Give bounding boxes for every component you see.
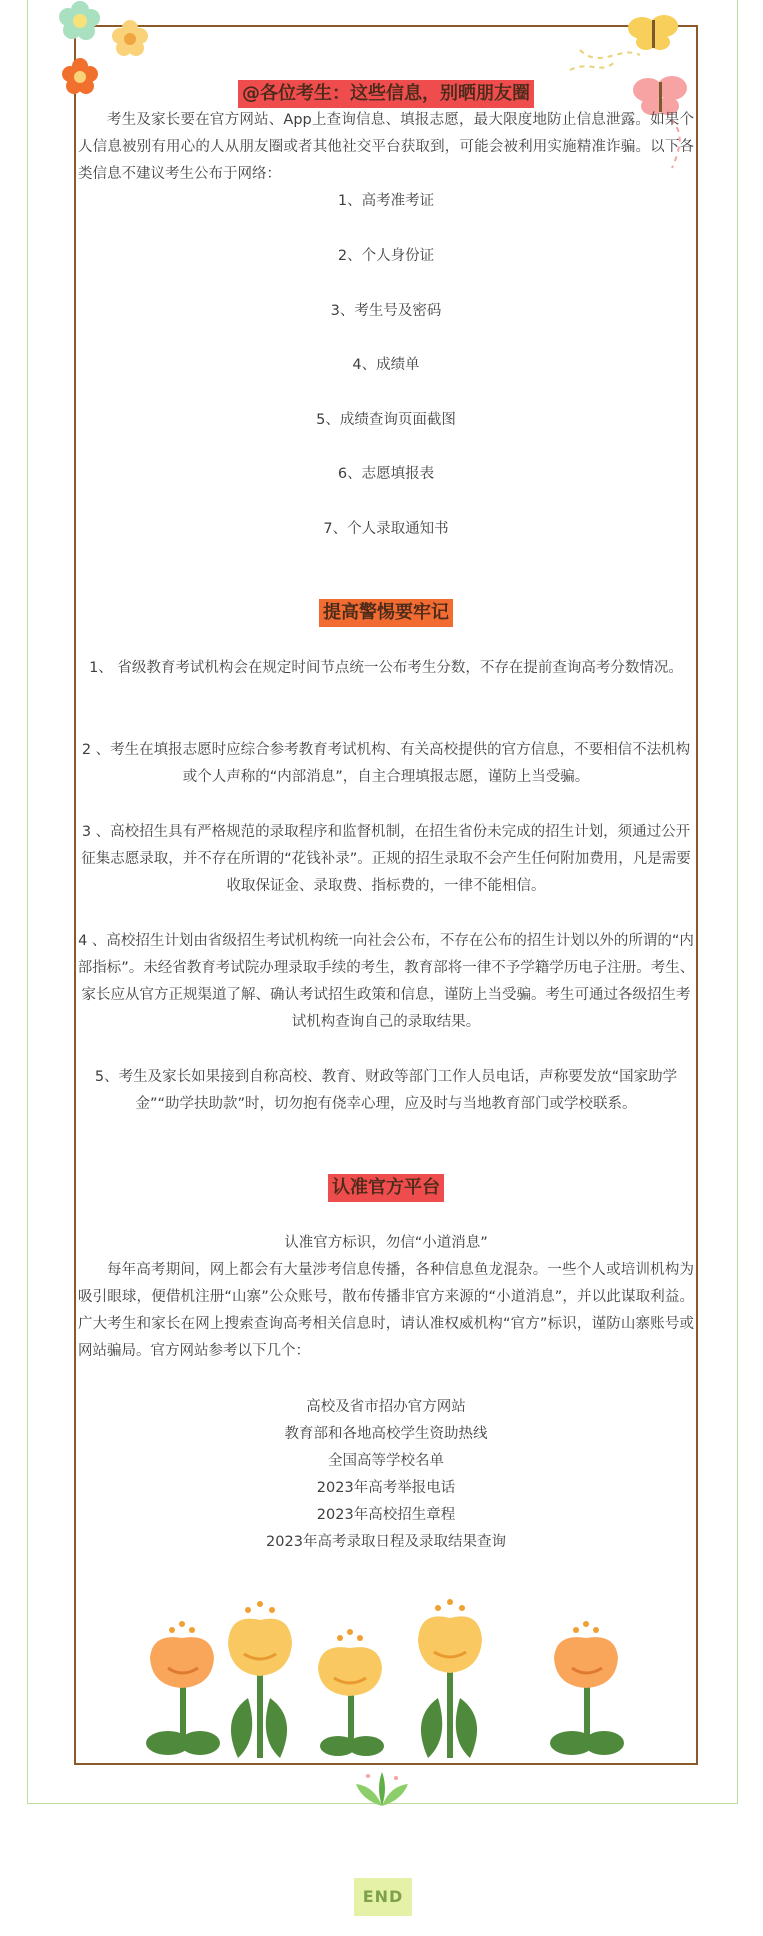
privacy-list-item: 1、高考准考证 <box>337 193 435 209</box>
privacy-list-item: 6、志愿填报表 <box>337 466 435 482</box>
official-link-item: 2023年高考录取日程及录取结果查询 <box>266 1534 506 1550</box>
alert-point: 3 、高校招生具有严格规范的录取程序和监督机制，在招生省份未完成的招生计划，须通过公开征集志愿录取，并不存在所谓的“花钱补录”。正规的招生录取不会产生任何附加费用，凡是需要收取保证金、录取费、指标费的，一律不能相信。 <box>81 824 691 894</box>
privacy-list-item: 3、考生号及密码 <box>330 303 442 319</box>
privacy-list-item: 7、个人录取通知书 <box>323 521 449 537</box>
official-link-item: 2023年高校招生章程 <box>316 1507 456 1523</box>
privacy-list-item: 5、成绩查询页面截图 <box>316 412 456 428</box>
leaf-decoration-icon <box>352 1770 412 1810</box>
alert-point: 5、考生及家长如果接到自称高校、教育、财政等部门工作人员电话，声称要发放“国家助学金”“助学扶助款”时，切勿抱有侥幸心理，应及时与当地教育部门或学校联系。 <box>94 1069 678 1112</box>
official-intro: 每年高考期间，网上都会有大量涉考信息传播，各种信息鱼龙混杂。一些个人或培训机构为吸引眼球，便借机注册“山寨”公众账号，散布传播非官方来源的“小道消息”，并以此谋取利益。广大考生和家长在网上搜索查询高考相关信息时，请认准权威机构“官方”标识，谨防山寨账号或网站骗局。官方网站参考以下几个： <box>78 1262 694 1359</box>
privacy-list-item: 4、成绩单 <box>352 357 420 373</box>
section-title-alert: 提高警惕要牢记 <box>74 599 698 627</box>
alert-point: 2 、考生在填报志愿时应综合参考教育考试机构、有关高校提供的官方信息，不要相信不法机构或个人声称的“内部消息”，自主合理填报志愿，谨防上当受骗。 <box>81 742 691 785</box>
privacy-list-item: 2、个人身份证 <box>337 248 435 264</box>
tulip-decoration-icon <box>120 1598 650 1763</box>
official-link-item: 高校及省市招办官方网站 <box>306 1399 466 1415</box>
end-badge: END <box>354 1878 412 1916</box>
official-link-item: 2023年高考举报电话 <box>316 1480 456 1496</box>
official-link-item: 全国高等学校名单 <box>328 1453 444 1469</box>
official-link-item: 教育部和各地高校学生资助热线 <box>284 1426 488 1442</box>
section-title-privacy: @各位考生：这些信息，别晒朋友圈 <box>74 80 698 108</box>
alert-point: 4 、高校招生计划由省级招生考试机构统一向社会公布，不存在公布的招生计划以外的所谓的“内部指标”。未经省教育考试院办理录取手续的考生，教育部将一律不予学籍学历电子注册。考生、家长应从官方正规渠道了解、确认考试招生政策和信息，谨防上当受骗。考生可通过各级招生考试机构查询自己的录取结果。 <box>77 933 695 1030</box>
privacy-intro: 考生及家长要在官方网站、App上查询信息、填报志愿，最大限度地防止信息泄露。如果个人信息被别有用心的人从朋友圈或者其他社交平台获取到，可能会被利用实施精准诈骗。以下各类信息不建议考生公布于网络： <box>78 112 694 182</box>
alert-point: 1、 省级教育考试机构会在规定时间节点统一公布考生分数，不存在提前查询高考分数情况。 <box>89 660 683 676</box>
official-subtitle: 认准官方标识，勿信“小道消息” <box>284 1235 488 1251</box>
section-title-official: 认准官方平台 <box>74 1174 698 1202</box>
